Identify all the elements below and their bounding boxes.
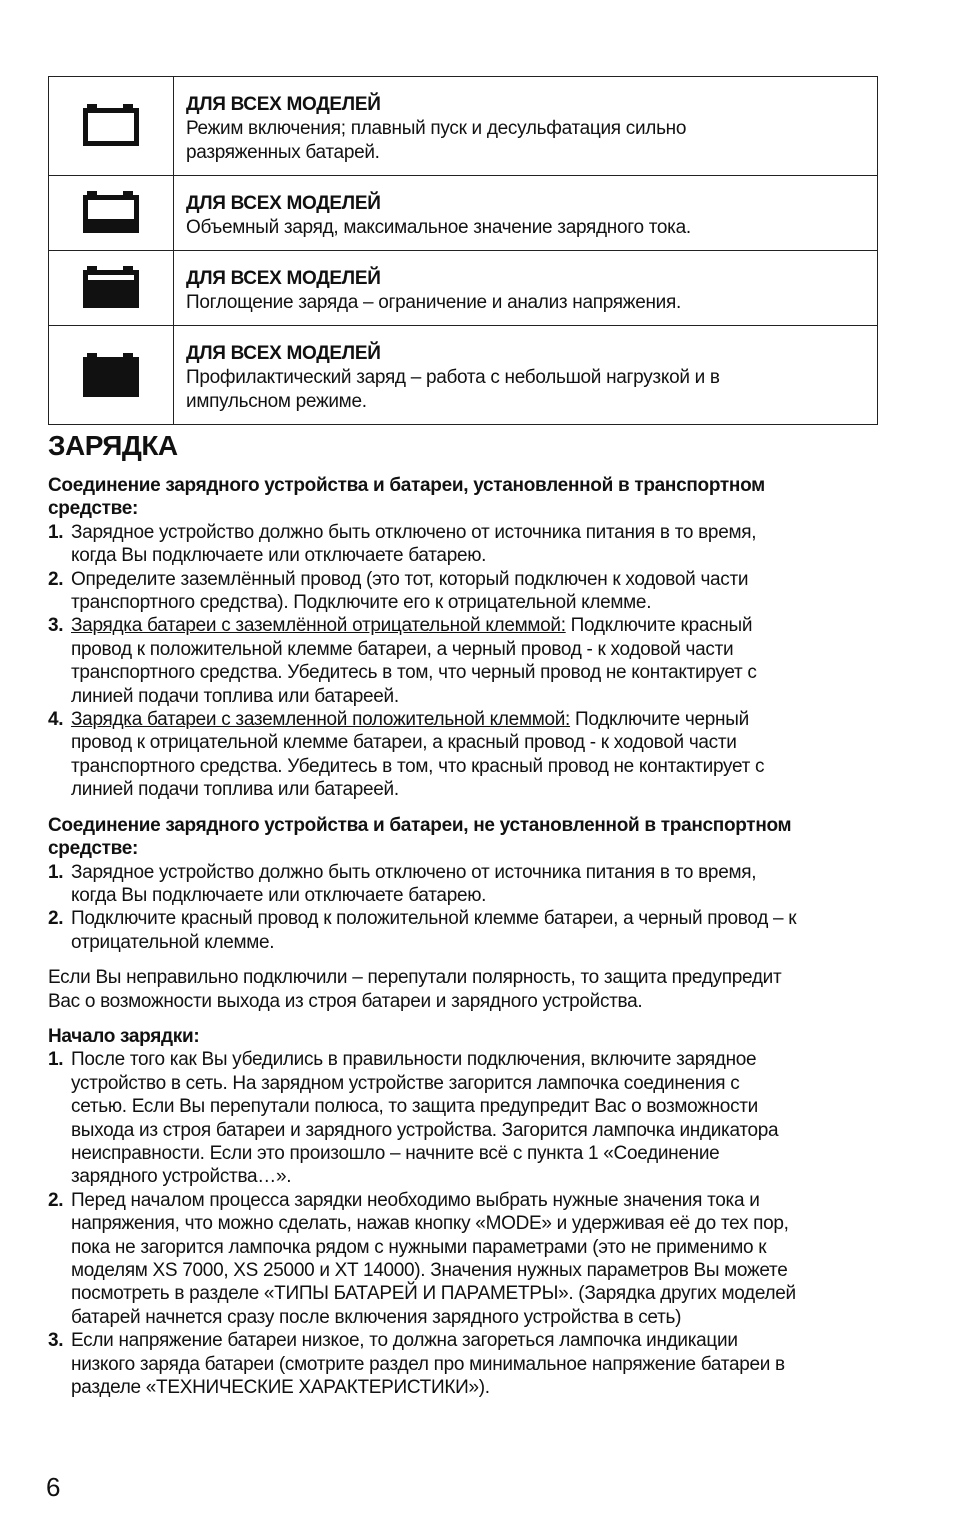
item-line: После того как Вы убедились в правильности подключения, включите зарядное [71,1049,757,1071]
steps-list [48,1048,878,1399]
polarity-note [48,966,878,1013]
mode-icon-cell [49,176,174,251]
item-number: 3. [48,615,64,637]
mode-icon-cell [49,77,174,176]
mode-row [49,251,878,326]
section-title: ЗАРЯДКА [48,430,178,461]
item-number: 2. [48,568,64,590]
subsection-heading [48,814,878,861]
item-line [71,614,878,637]
item-line: выхода из строя батареи и зарядного устройства. Загорится лампочка индикатора [71,1119,779,1141]
list-item [48,1329,878,1399]
mode-row [49,326,878,425]
item-number: 1. [48,1049,64,1071]
item-line: сетью. Если Вы перепутали полюса, то защита предупредит Вас о возможности [71,1096,758,1118]
mode-row [49,176,878,251]
subsection-heading [48,474,878,521]
page-number: 6 [46,1472,61,1502]
item-number: 2. [48,1189,64,1211]
item-line: пока не загорится лампочка рядом с нужными параметрами (это не применимо к [71,1236,767,1258]
heading-line: Соединение зарядного устройства и батареи, не установленной в транспортном [48,814,792,836]
list-item [48,1189,878,1329]
item-line: линией подачи топлива или батареей. [71,685,399,707]
list-item [48,568,878,615]
mode-description-line: Объемный заряд, максимальное значение зарядного тока. [186,217,691,238]
heading-line: Соединение зарядного устройства и батареи, установленной в транспортном [48,475,765,496]
steps-list [48,521,878,802]
item-line-rest: Подключите красный [565,615,753,637]
item-line: неисправности. Если это произошло – начните всё с пункта 1 «Соединение [71,1142,720,1164]
mode-text-cell [174,77,878,176]
mode-title: ДЛЯ ВСЕХ МОДЕЛЕЙ [186,193,381,214]
item-line: посмотреть в разделе «ТИПЫ БАТАРЕЙ И ПАРАМЕТРЫ». (Зарядка других моделей [71,1283,796,1305]
mode-description-line: разряженных батарей. [186,142,380,163]
underlined-term: Зарядка батареи с заземленной положительной клеммой: [71,709,571,731]
item-line: Перед началом процесса зарядки необходимо выбрать нужные значения тока и [71,1189,760,1211]
mode-title: ДЛЯ ВСЕХ МОДЕЛЕЙ [186,94,381,115]
mode-description-line: Профилактический заряд – работа с небольшой нагрузкой и в [186,367,720,388]
note-line: Вас о возможности выхода из строя батареи и зарядного устройства. [48,990,643,1012]
item-line: устройство в сеть. На зарядном устройстве загорится лампочка соединения с [71,1072,740,1094]
item-line: линией подачи топлива или батареей. [71,779,399,801]
item-line: Зарядное устройство должно быть отключено от источника питания в то время, [71,861,757,883]
list-item [48,861,878,908]
mode-row [49,77,878,176]
list-item [48,907,878,954]
mode-description-line: Режим включения; плавный пуск и десульфатация сильно [186,118,687,139]
mode-description-line: импульсном режиме. [186,391,367,412]
mode-title: ДЛЯ ВСЕХ МОДЕЛЕЙ [186,268,381,289]
list-item [48,614,878,708]
item-line: Зарядное устройство должно быть отключено от источника питания в то время, [71,521,757,543]
list-item [48,521,878,568]
item-number: 4. [48,709,64,731]
item-line: провод к положительной клемме батареи, а черный провод - к ходовой части [71,638,734,660]
item-number: 1. [48,521,64,543]
item-line: разделе «ТЕХНИЧЕСКИЕ ХАРАКТЕРИСТИКИ»). [71,1377,490,1399]
heading-line: средстве: [48,838,139,860]
item-line [71,708,878,731]
battery-full-icon [83,353,139,397]
item-line: моделям XS 7000, XS 25000 и XT 14000). Значения нужных параметров Вы можете [71,1260,788,1281]
list-item [48,708,878,802]
mode-icon-cell [49,326,174,425]
mode-title: ДЛЯ ВСЕХ МОДЕЛЕЙ [186,343,381,364]
mode-text-cell [174,326,878,425]
item-line: напряжения, что можно сделать, нажав кнопку «MODE» и удерживая её до тех пор, [71,1213,789,1235]
list-item [48,1048,878,1188]
charging-mode-table [48,76,878,425]
item-line: транспортного средства. Убедитесь в том, что черный провод не контактирует с [71,662,757,684]
item-line: отрицательной клемме. [71,931,275,953]
subsection-heading [48,1025,878,1048]
battery-quarter-icon [83,191,139,235]
item-line: транспортного средства. Убедитесь в том, что красный провод не контактирует с [71,755,765,777]
mode-text-cell [174,251,878,326]
item-line: транспортного средства). Подключите его к отрицательной клемме. [71,592,652,614]
heading-line: средстве: [48,498,139,520]
item-line: провод к отрицательной клемме батареи, а красный провод - к ходовой части [71,732,737,754]
item-line: батарей начнется сразу после включения зарядного устройства в сеть) [71,1306,682,1328]
mode-description-line: Поглощение заряда – ограничение и анализ напряжения. [186,292,681,313]
item-line: когда Вы подключаете или отключаете батарею. [71,884,487,906]
note-line: Если Вы неправильно подключили – перепутали полярность, то защита предупредит [48,967,782,989]
item-line: Определите заземлённый провод (это тот, который подключен к ходовой части [71,568,749,590]
mode-icon-cell [49,251,174,326]
heading-line: Начало зарядки: [48,1025,200,1047]
steps-list [48,861,878,955]
item-number: 3. [48,1330,64,1352]
battery-empty-icon [83,104,139,148]
item-number: 2. [48,908,64,930]
item-line: когда Вы подключаете или отключаете батарею. [71,545,487,567]
item-line: низкого заряда батареи (смотрите раздел про минимальное напряжение батареи в [71,1353,785,1375]
battery-half-icon [83,266,139,310]
item-line: зарядного устройства…». [71,1166,292,1188]
item-line-rest: Подключите черный [570,709,749,731]
mode-text-cell [174,176,878,251]
underlined-term: Зарядка батареи с заземлённой отрицательной клеммой: [71,615,566,637]
item-line: Если напряжение батареи низкое, то должна загореться лампочка индикации [71,1330,738,1352]
item-number: 1. [48,861,64,883]
item-line: Подключите красный провод к положительной клемме батареи, а черный провод – к [71,908,797,930]
charging-instructions [48,474,878,1399]
